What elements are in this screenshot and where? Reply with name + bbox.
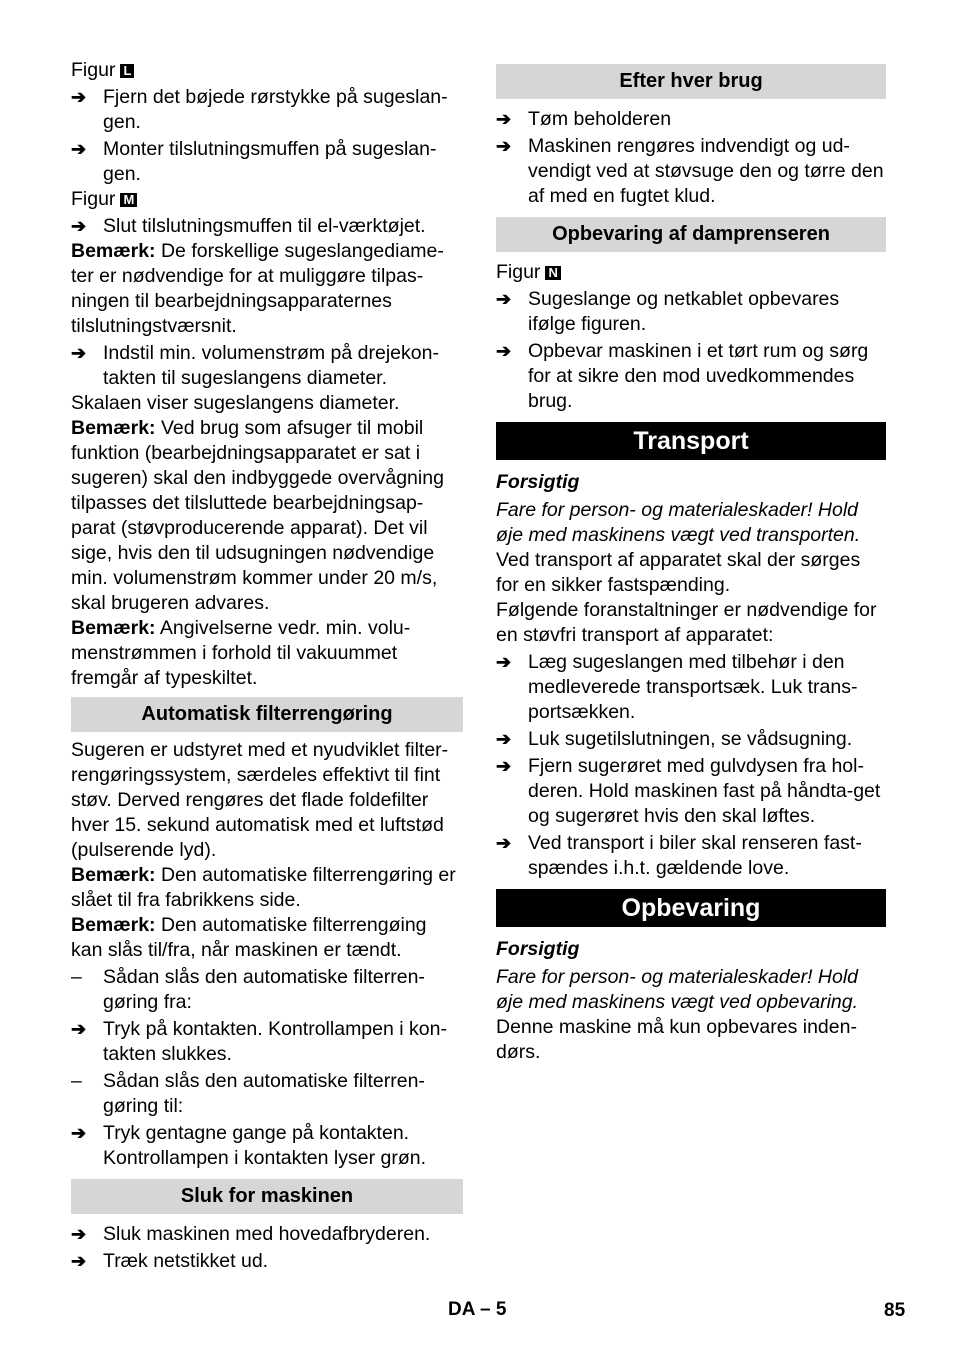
list-item-text: Sluk maskinen med hovedafbryderen. — [103, 1223, 431, 1245]
note-text: De forskellige sugeslangediame-ter er nødvendige for at muliggøre tilpas-ningen til bearbejdningsapparaternes tilslutningstværsnit. — [71, 240, 444, 337]
note-label: Bemærk: — [71, 617, 156, 639]
warning-text: Fare for person- og materialeskader! Hold øje med maskinens vægt ved transporten. — [496, 499, 861, 546]
arrow-icon: ➔ — [71, 1019, 87, 1039]
list-item — [71, 1222, 463, 1247]
arrow-icon: ➔ — [71, 343, 87, 363]
note-label: Bemærk: — [71, 864, 156, 886]
arrow-icon: ➔ — [496, 652, 512, 672]
arrow-icon: ➔ — [496, 136, 512, 156]
arrow-icon: ➔ — [496, 729, 512, 749]
note-text: Ved brug som afsuger til mobil funktion (bearbejdningsapparatet er sat i sugeren) skal den indbyggede overvågning tilpasses det tilsluttede bearbejdningsap-parat (støvproducerende apparat). Det vil sige, hvis den til udsugningen nødvendige min. volumenstrøm kommer under 20 m/s, skal brugeren advares. — [71, 417, 444, 614]
list-item — [496, 727, 886, 752]
list-item-text: Indstil min. volumenstrøm på drejekon-takten til sugeslangens diameter. — [103, 342, 439, 389]
note-text: Angivelserne vedr. min. volu-menstrømmen i forhold til vakuummet fremgår af typeskiltet. — [71, 617, 411, 689]
list-item-text: Fjern det bøjede rørstykke på sugeslan-gen. — [103, 86, 448, 133]
paragraph: Denne maskine må kun opbevares inden-dørs. — [496, 1016, 857, 1063]
section-heading-auto-filter: Automatisk filterrengøring — [71, 697, 463, 732]
paragraph: Ved transport af apparatet skal der sørges for en sikker fastspænding. — [496, 549, 861, 596]
note-paragraph — [71, 913, 463, 963]
list-item — [71, 85, 463, 135]
section-heading-efter: Efter hver brug — [496, 64, 886, 99]
list-item-text: Ved transport i biler skal renseren fast-spændes i.h.t. gældende love. — [528, 832, 862, 879]
list-item-text: Sådan slås den automatiske filterren-gøring til: — [103, 1070, 425, 1117]
list-item-text: Slut tilslutningsmuffen til el-værktøjet. — [103, 215, 426, 237]
note-label: Bemærk: — [71, 240, 156, 262]
list-item — [496, 831, 886, 881]
section-heading-opbevaring-damp: Opbevaring af damprenseren — [496, 217, 886, 252]
arrow-icon: ➔ — [71, 216, 87, 236]
note-paragraph — [71, 863, 463, 913]
arrow-icon: ➔ — [71, 1123, 87, 1143]
arrow-icon: ➔ — [71, 139, 87, 159]
list-item-text: Maskinen rengøres indvendigt og ud-vendigt ved at støvsuge den og tørre den af med en fugtet klud. — [528, 135, 884, 207]
warning-text: Fare for person- og materialeskader! Hold øje med maskinens vægt ved opbevaring. — [496, 966, 859, 1013]
list-item-text: Sådan slås den automatiske filterren-gøring fra: — [103, 966, 425, 1013]
figure-ref-l — [71, 58, 463, 83]
caution-label: Forsigtig — [496, 938, 580, 960]
note-label: Bemærk: — [71, 914, 156, 936]
list-item — [496, 754, 886, 829]
left-column — [71, 58, 463, 1274]
list-item — [71, 965, 463, 1015]
list-item — [71, 1069, 463, 1119]
figure-ref-m — [71, 187, 463, 212]
arrow-icon: ➔ — [496, 341, 512, 361]
list-item-text: Opbevar maskinen i et tørt rum og sørg for at sikre den mod uvedkommendes brug. — [528, 340, 869, 412]
note-label: Bemærk: — [71, 417, 156, 439]
arrow-icon: ➔ — [496, 833, 512, 853]
list-item — [496, 650, 886, 725]
arrow-icon: ➔ — [496, 756, 512, 776]
paragraph: Skalaen viser sugeslangens diameter. — [71, 392, 400, 414]
arrow-icon: ➔ — [71, 1224, 87, 1244]
arrow-icon: ➔ — [71, 87, 87, 107]
paragraph: Sugeren er udstyret med et nyudviklet filter-rengøringssystem, særdeles effektivt til fint støv. Derved rengøres det flade foldefilter hver 15. sekund automatisk med et luftstød (pulserende lyd). — [71, 739, 449, 861]
list-item — [496, 339, 886, 414]
list-item-text: Træk netstikket ud. — [103, 1250, 269, 1272]
list-item-text: Tøm beholderen — [528, 108, 672, 130]
arrow-icon: ➔ — [496, 289, 512, 309]
list-item-text: Monter tilslutningsmuffen på sugeslan-gen. — [103, 138, 437, 185]
list-item-text: Fjern sugerøret med gulvdysen fra hol-deren. Hold maskinen fast på håndta-get og sugerøret hvis den skal løftes. — [528, 755, 881, 827]
figure-label: Figur — [496, 261, 541, 283]
list-item — [71, 1121, 463, 1171]
section-heading-sluk: Sluk for maskinen — [71, 1179, 463, 1214]
list-item — [71, 137, 463, 187]
arrow-icon: ➔ — [71, 1251, 87, 1271]
figure-l-badge: L — [120, 64, 134, 78]
note-paragraph — [71, 616, 463, 691]
list-item — [71, 341, 463, 391]
list-item — [71, 1017, 463, 1067]
list-item — [496, 287, 886, 337]
note-paragraph — [71, 239, 463, 339]
list-item-text: Luk sugetilslutningen, se vådsugning. — [528, 728, 853, 750]
list-item — [496, 107, 886, 132]
right-column — [496, 64, 886, 1065]
page-number: 85 — [884, 1300, 906, 1321]
note-text: Den automatiske filterrengøring er slået til fra fabrikkens side. — [71, 864, 456, 911]
figure-label: Figur — [71, 188, 116, 210]
list-item-text: Tryk på kontakten. Kontrollampen i kon-takten slukkes. — [103, 1018, 447, 1065]
note-paragraph — [71, 416, 463, 616]
chapter-heading-transport: Transport — [496, 422, 886, 460]
list-item — [71, 214, 463, 239]
caution-label: Forsigtig — [496, 471, 580, 493]
list-item-text: Læg sugeslangen med tilbehør i den medleverede transportsæk. Luk trans-portsækken. — [528, 651, 858, 723]
list-item — [71, 1249, 463, 1274]
list-item-text: Tryk gentagne gange på kontakten. Kontrollampen i kontakten lyser grøn. — [103, 1122, 426, 1169]
arrow-icon: ➔ — [496, 109, 512, 129]
list-item-text: Sugeslange og netkablet opbevares ifølge figuren. — [528, 288, 840, 335]
page-section-label: DA – 5 — [448, 1299, 507, 1320]
list-item — [496, 134, 886, 209]
figure-label: Figur — [71, 59, 116, 81]
chapter-heading-opbevaring: Opbevaring — [496, 889, 886, 927]
paragraph: Følgende foranstaltninger er nødvendige for en støvfri transport af apparatet: — [496, 599, 877, 646]
figure-n-badge: N — [545, 266, 560, 280]
note-text: Den automatiske filterrengøing kan slås til/fra, når maskinen er tændt. — [71, 914, 427, 961]
dash-marker: – — [71, 966, 82, 988]
figure-ref-n — [496, 260, 886, 285]
figure-m-badge: M — [120, 193, 137, 207]
dash-marker: – — [71, 1070, 82, 1092]
